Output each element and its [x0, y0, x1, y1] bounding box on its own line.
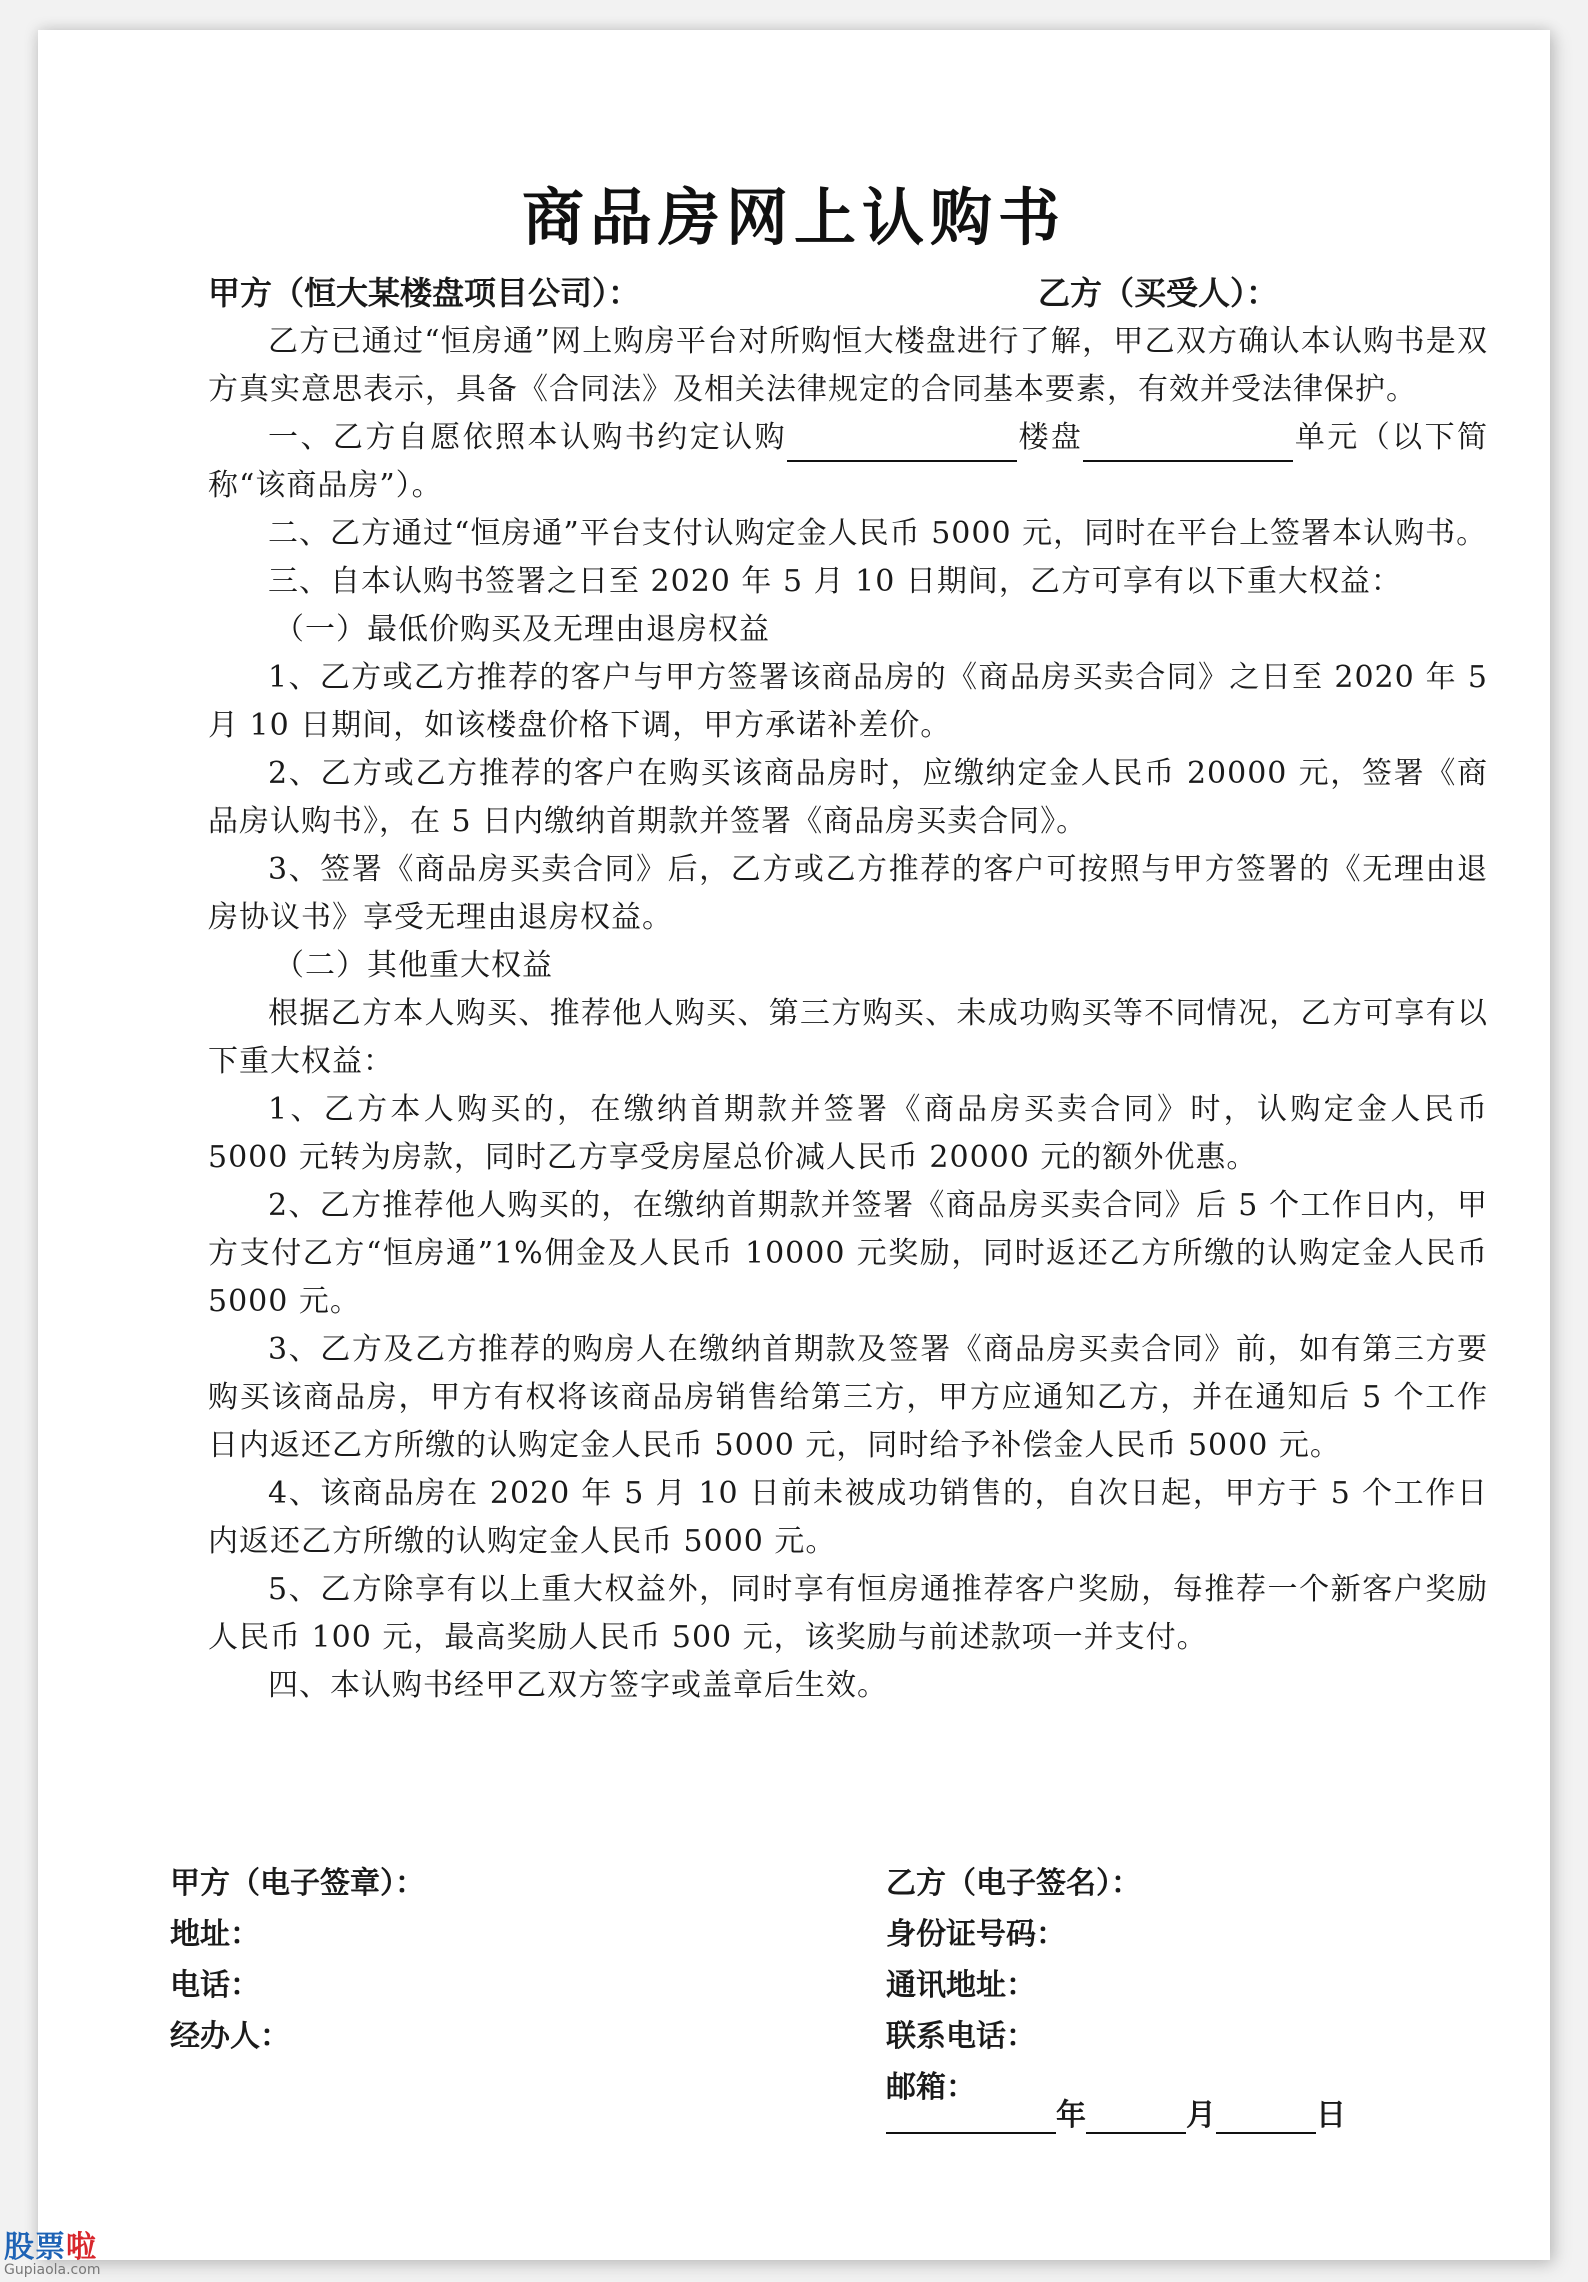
- section-2-heading: （二）其他重大权益: [274, 948, 553, 983]
- building-blank[interactable]: [787, 428, 1017, 462]
- watermark-logo-accent: 啦: [66, 2230, 97, 2265]
- document-body: [208, 318, 1488, 1710]
- watermark-logo: [4, 2222, 100, 2266]
- year-label: 年: [1056, 2098, 1086, 2133]
- section-2-item-3: 3、乙方及乙方推荐的购房人在缴纳首期款及签署《商品房买卖合同》前，如有第三方要购买该商品房，甲方有权将该商品房销售给第三方，甲方应通知乙方，并在通知后 5 个工作日内返还乙方所缴的认购定金人民币 5000 元，同时给予补偿金人民币 5000 元。: [208, 1332, 1488, 1463]
- party-b-signature-label: 乙方（电子签名）：: [886, 1866, 1141, 1901]
- party-b-address-label: 通讯地址：: [886, 1968, 1036, 2003]
- section-1-item-1: 1、乙方或乙方推荐的客户与甲方签署该商品房的《商品房买卖合同》之日至 2020 年 5 月 10 日期间，如该楼盘价格下调，甲方承诺补差价。: [208, 660, 1488, 743]
- section-2-item-1: 1、乙方本人购买的，在缴纳首期款并签署《商品房买卖合同》时，认购定金人民币 5000 元转为房款，同时乙方享受房屋总价减人民币 20000 元的额外优惠。: [208, 1092, 1488, 1175]
- clause-2: 二、乙方通过“恒房通”平台支付认购定金人民币 5000 元，同时在平台上签署本认购书。: [268, 516, 1488, 551]
- section-2-item-5: 5、乙方除享有以上重大权益外，同时享有恒房通推荐客户奖励，每推荐一个新客户奖励人民币 100 元，最高奖励人民币 500 元，该奖励与前述款项一并支付。: [208, 1572, 1488, 1655]
- party-b-id-label: 身份证号码：: [886, 1917, 1066, 1952]
- document-title: 商品房网上认购书: [521, 181, 1066, 254]
- year-blank[interactable]: [886, 2096, 1056, 2134]
- section-1-item-3: 3、签署《商品房买卖合同》后，乙方或乙方推荐的客户可按照与甲方签署的《无理由退房协议书》享受无理由退房权益。: [208, 852, 1488, 935]
- party-a-signature-block: [170, 1858, 425, 2062]
- site-watermark: [4, 2222, 100, 2278]
- party-a-address-label: 地址：: [170, 1917, 260, 1952]
- intro-paragraph: 乙方已通过“恒房通”网上购房平台对所购恒大楼盘进行了解，甲乙双方确认本认购书是双方真实意思表示，具备《合同法》及相关法律规定的合同基本要素，有效并受法律保护。: [208, 324, 1488, 407]
- clause-1-text-b: 楼盘: [1017, 420, 1084, 455]
- party-a-seal-label: 甲方（电子签章）：: [170, 1866, 425, 1901]
- party-a-agent-label: 经办人：: [170, 2019, 290, 2054]
- party-b-phone-label: 联系电话：: [886, 2019, 1036, 2054]
- clause-1-text-a: 一、乙方自愿依照本认购书约定认购: [268, 420, 788, 455]
- unit-blank[interactable]: [1083, 428, 1293, 462]
- section-2-item-2: 2、乙方推荐他人购买的，在缴纳首期款并签署《商品房买卖合同》后 5 个工作日内，甲方支付乙方“恒房通”1%佣金及人民币 10000 元奖励，同时返还乙方所缴的认购定金人民币 5000 元。: [208, 1188, 1488, 1319]
- signing-date: [886, 2090, 1346, 2134]
- party-b-label: 乙方（买受人）：: [1038, 274, 1279, 312]
- clause-1: [208, 414, 1488, 510]
- day-label: 日: [1316, 2098, 1346, 2133]
- party-a-phone-label: 电话：: [170, 1968, 260, 2003]
- clause-1-text-c: 单元（以下简称“该商品房”）。: [208, 420, 1489, 503]
- clause-3: 三、自本认购书签署之日至 2020 年 5 月 10 日期间，乙方可享有以下重大权益：: [268, 564, 1402, 599]
- clause-4: 四、本认购书经甲乙双方签字或盖章后生效。: [268, 1668, 888, 1703]
- party-line: [208, 268, 1488, 318]
- section-2-item-4: 4、该商品房在 2020 年 5 月 10 日前未被成功销售的，自次日起，甲方于 5 个工作日内返还乙方所缴的认购定金人民币 5000 元。: [208, 1476, 1488, 1559]
- month-blank[interactable]: [1086, 2096, 1186, 2134]
- document-page: [38, 30, 1550, 2260]
- watermark-url: Gupiaola.com: [4, 2262, 101, 2278]
- party-a-label: 甲方（恒大某楼盘项目公司）：: [208, 274, 641, 312]
- party-b-signature-block: [886, 1858, 1141, 2113]
- day-blank[interactable]: [1216, 2096, 1316, 2134]
- watermark-logo-text: 股票: [4, 2230, 66, 2265]
- section-1-heading: （一）最低价购买及无理由退房权益: [274, 612, 770, 647]
- party-b-email-label: 邮箱：: [886, 2070, 976, 2105]
- section-1-item-2: 2、乙方或乙方推荐的客户在购买该商品房时，应缴纳定金人民币 20000 元，签署《商品房认购书》，在 5 日内缴纳首期款并签署《商品房买卖合同》。: [208, 756, 1488, 839]
- month-label: 月: [1186, 2098, 1216, 2133]
- section-2-intro: 根据乙方本人购买、推荐他人购买、第三方购买、未成功购买等不同情况，乙方可享有以下重大权益：: [208, 996, 1488, 1079]
